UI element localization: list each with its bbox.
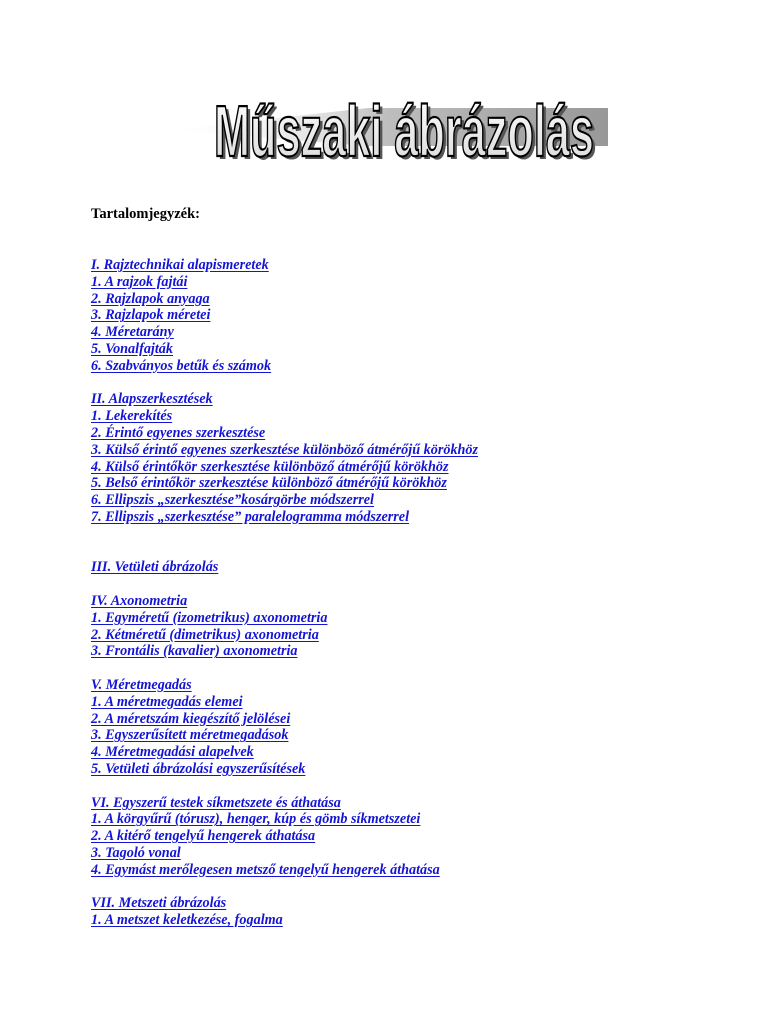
toc-item-link[interactable]: 1. A rajzok fajtái	[91, 273, 188, 290]
section-spacer	[91, 375, 731, 392]
toc-item-link[interactable]: 4. Külső érintőkör szerkesztése különböző átmérőjű körökhöz	[91, 458, 449, 475]
toc-item-link[interactable]: 5. Belső érintőkör szerkesztése különböző átmérőjű körökhöz	[91, 475, 447, 492]
toc-section	[91, 257, 731, 375]
toc-item-link[interactable]: 1. A körgyűrű (tórusz), henger, kúp és gömb síkmetszetei	[91, 811, 421, 828]
wordart-shadow-text: Műszaki ábrázolás	[217, 95, 597, 168]
toc-item-link[interactable]: 1. Egyméretű (izometrikus) axonometria	[91, 609, 328, 626]
wordart-graphic	[168, 78, 608, 168]
toc-section	[91, 391, 731, 525]
toc-item-link[interactable]: 3. Frontális (kavalier) axonometria	[91, 643, 298, 660]
toc-item-link[interactable]: 3. Külső érintő egyenes szerkesztése különböző átmérőjű körökhöz	[91, 441, 479, 458]
toc-section-link[interactable]: VII. Metszeti ábrázolás	[91, 895, 227, 912]
toc-item-link[interactable]: 2. Kétméretű (dimetrikus) axonometria	[91, 626, 319, 643]
section-spacer	[91, 778, 731, 795]
toc-item-link[interactable]: 2. Érintő egyenes szerkesztése	[91, 424, 266, 441]
toc-item-link[interactable]: 5. Vonalfajták	[91, 340, 173, 357]
toc-section	[91, 593, 731, 660]
toc-section	[91, 795, 731, 879]
toc-section	[91, 895, 731, 929]
toc-item-link[interactable]: 1. A méretmegadás elemei	[91, 693, 243, 710]
toc-item-link[interactable]: 2. A kitérő tengelyű hengerek áthatása	[91, 828, 316, 845]
wordart-text: Műszaki ábrázolás	[214, 92, 594, 168]
toc-section-link[interactable]: IV. Axonometria	[91, 592, 188, 609]
section-spacer	[91, 878, 731, 895]
title-wordart	[168, 78, 608, 168]
toc-item-link[interactable]: 6. Szabványos betűk és számok	[91, 357, 272, 374]
toc-item-link[interactable]: 1. Lekerekítés	[91, 408, 173, 425]
section-spacer	[91, 576, 731, 593]
toc-section-link[interactable]: I. Rajztechnikai alapismeretek	[91, 257, 269, 273]
toc-item-link[interactable]: 2. Rajzlapok anyaga	[91, 290, 210, 307]
toc-section-link[interactable]: II. Alapszerkesztések	[91, 391, 213, 408]
toc-item-link[interactable]: 4. Egymást merőlegesen metsző tengelyű hengerek áthatása	[91, 861, 440, 878]
toc-item-link[interactable]: 4. Méretarány	[91, 324, 174, 341]
toc-section	[91, 677, 731, 778]
toc-heading: Tartalomjegyzék:	[91, 206, 200, 222]
toc-item-link[interactable]: 3. Tagoló vonal	[91, 844, 181, 861]
toc-section-link[interactable]: V. Méretmegadás	[91, 676, 192, 693]
toc-item-link[interactable]: 5. Vetületi ábrázolási egyszerűsítések	[91, 760, 306, 777]
table-of-contents	[91, 257, 731, 929]
toc-item-link[interactable]: 1. A metszet keletkezése, fogalma	[91, 912, 283, 929]
section-spacer	[91, 660, 731, 677]
toc-section-link[interactable]: III. Vetületi ábrázolás	[91, 559, 219, 576]
toc-item-link[interactable]: 4. Méretmegadási alapelvek	[91, 744, 254, 761]
toc-item-link[interactable]: 7. Ellipszis „szerkesztése” paralelogramma módszerrel	[91, 508, 410, 525]
toc-item-link[interactable]: 2. A méretszám kiegészítő jelölései	[91, 710, 291, 727]
toc-item-link[interactable]: 3. Egyszerűsített méretmegadások	[91, 727, 289, 744]
toc-item-link[interactable]: 6. Ellipszis „szerkesztése”kosárgörbe módszerrel	[91, 492, 374, 509]
toc-section	[91, 559, 731, 576]
section-spacer	[91, 526, 731, 560]
toc-item-link[interactable]: 3. Rajzlapok méretei	[91, 307, 211, 324]
toc-section-link[interactable]: VI. Egyszerű testek síkmetszete és áthatása	[91, 794, 341, 811]
